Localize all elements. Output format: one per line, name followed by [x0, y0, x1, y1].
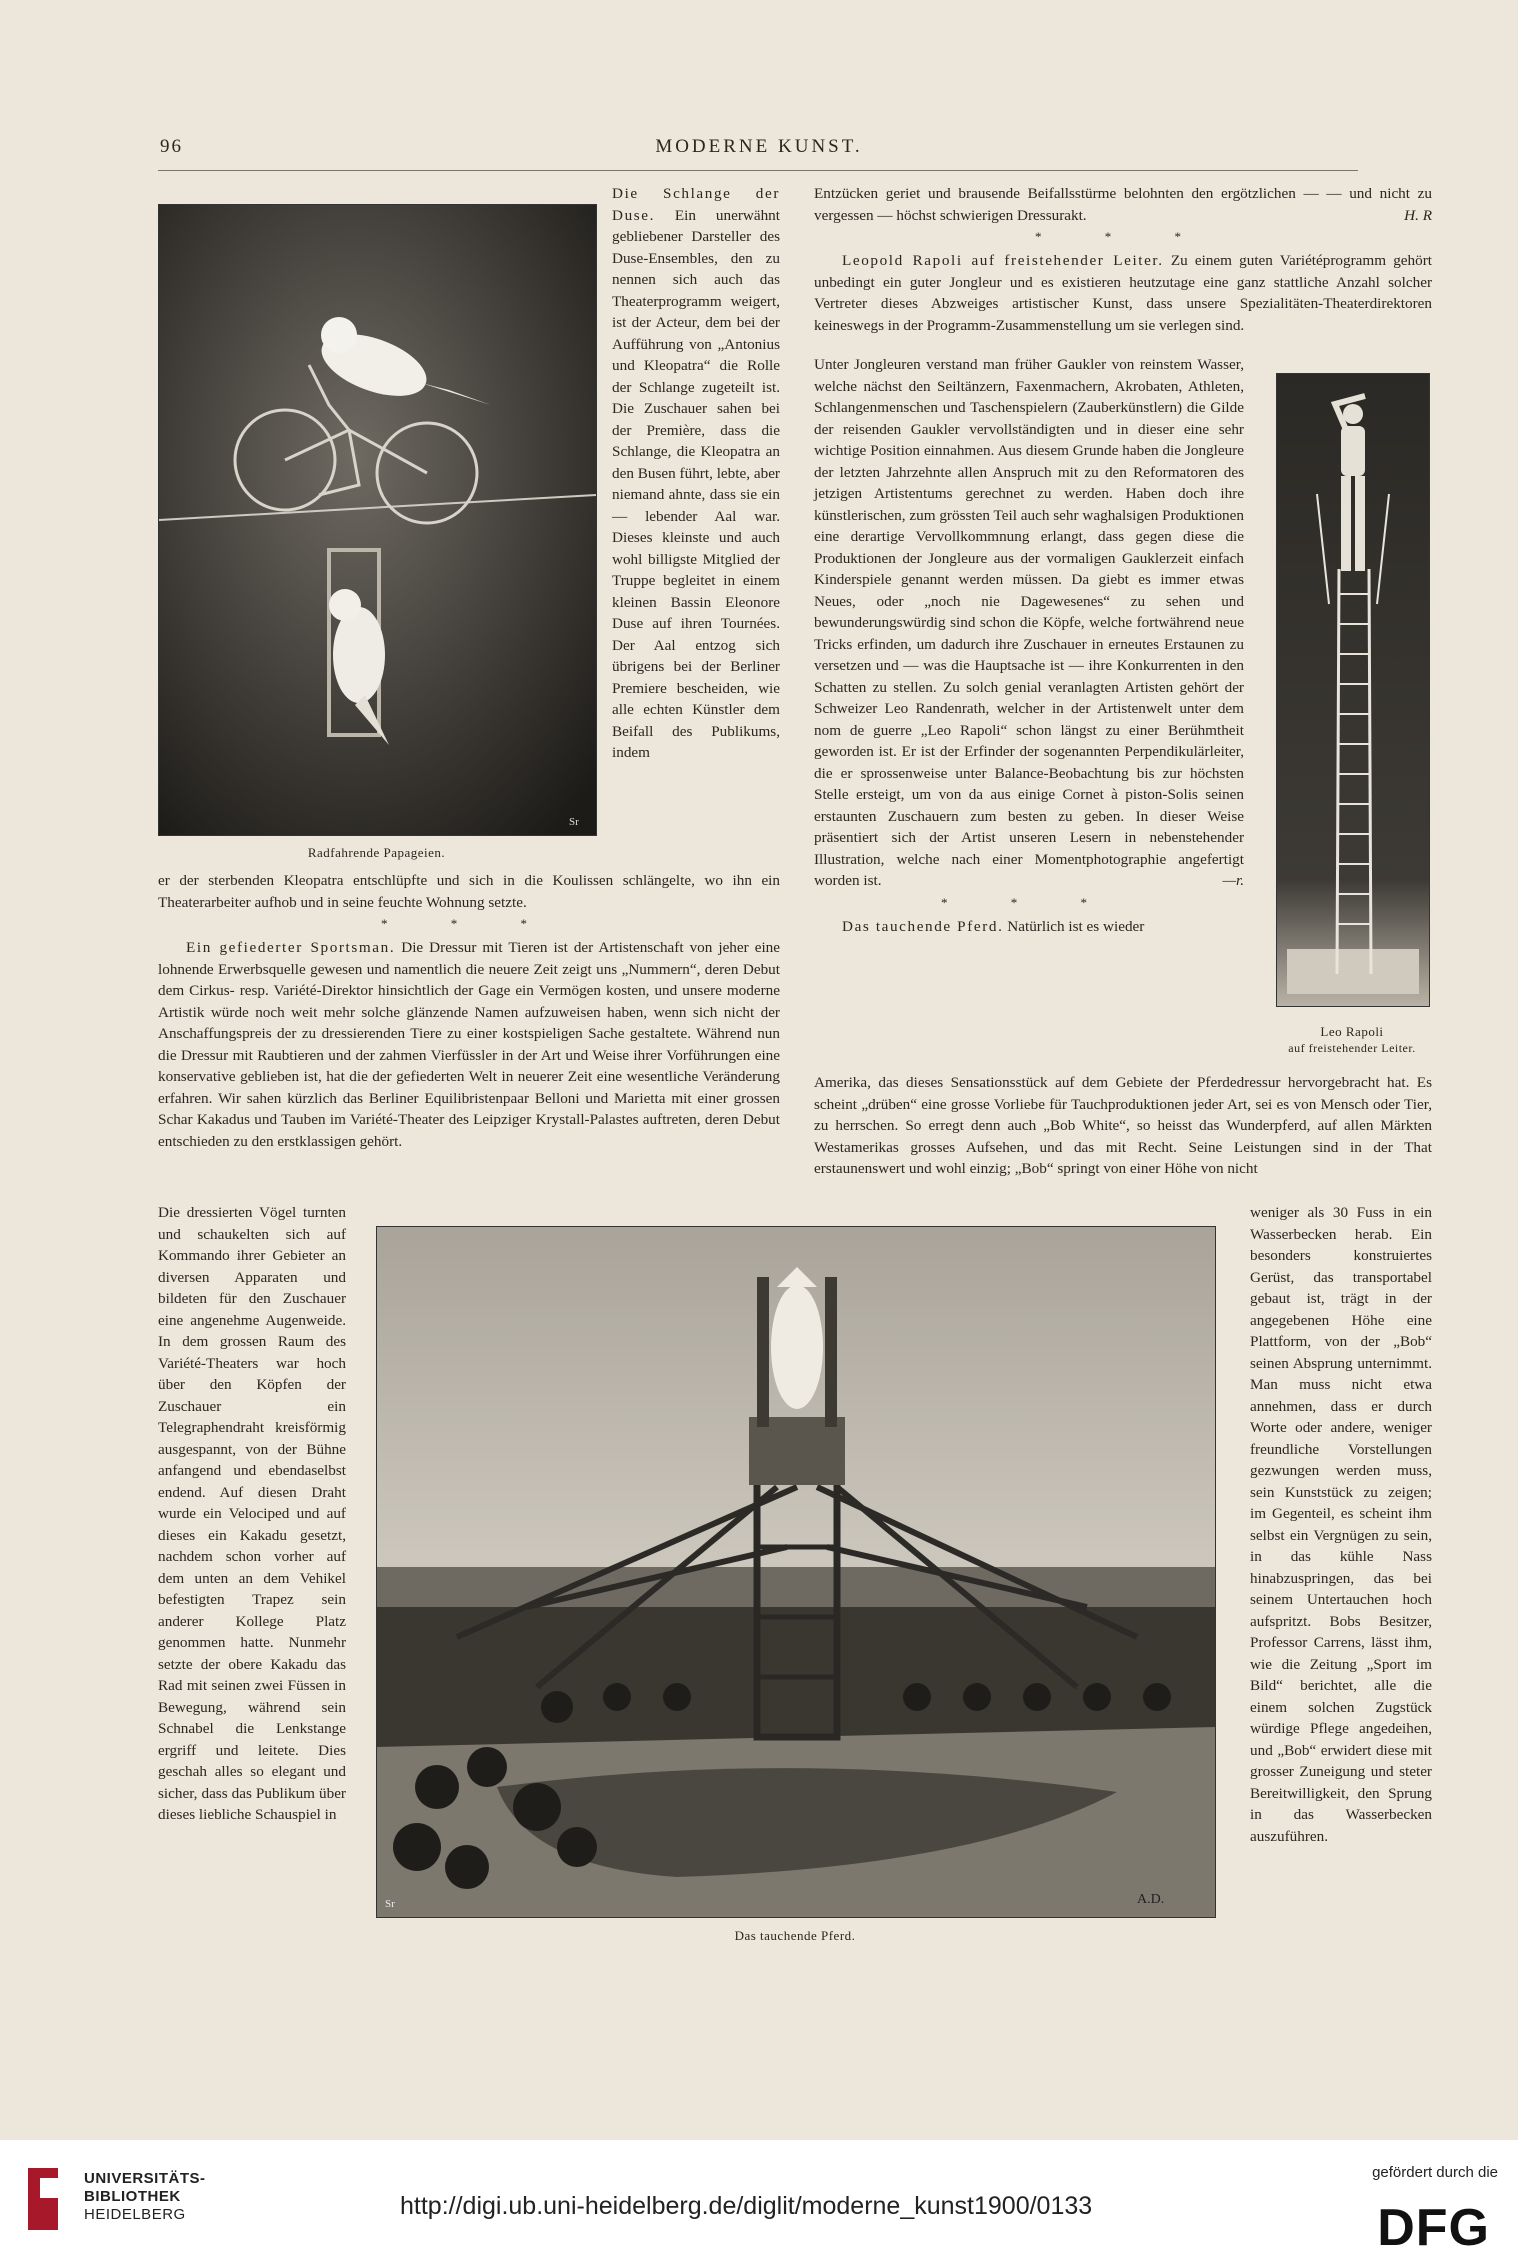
caption-parrots: Radfahrende Papageien. [307, 845, 446, 860]
funded-by-label: gefördert durch die [1372, 2164, 1498, 2181]
duse-text: Ein unerwähnt gebliebener Darsteller des Duse-Ensembles, den zu nennen sich auch das Theaterprogramm weigert, ist der Acteur, dem bei der Aufführung von „Antonius und Kleopatra“ die Rolle der Schlange zugeteilt ist. Die Zuschauer sahen bei der Première, dass die Schlange, die Kleopatra an den Busen führt, lebte, aber niemand ahnte, dass sie ein — lebender Aal war. Dieses kleinste und auch wohl billigste Mitglied der Truppe begleitet in einem kleinen Bassin Eleonore Duse auf ihren Tournées. Der Aal entzog sich übrigens bei der Berliner Premiere bescheiden, wie alle echten Künstler dem Beifall des Publikums, indem [612, 206, 780, 761]
ub-heidelberg-label [84, 2170, 206, 2224]
section-stars-1: * * * [381, 916, 557, 931]
page-number: 96 [160, 136, 183, 157]
running-head [160, 136, 1358, 166]
dfg-logo[interactable]: DFG [1377, 2199, 1490, 2257]
rapoli-intro: Zu einem guten Variétéprogramm gehört unbedingt ein guter Jongleur und es existieren heutzutage eine ganz stattliche Anzahl solcher Vertreter dieses Abzweiges artistischer Kunst, dass unsere Spezialitäten-Theaterdirektoren keineswegs in der Programm-Zusammenstellung um sie verlegen sind. [814, 252, 1433, 334]
ub-heidelberg-logo[interactable] [14, 2164, 72, 2234]
caption-rapoli-line1: Leo Rapoli [1320, 1024, 1384, 1039]
footer-bar [0, 2140, 1518, 2261]
pferd-lead: Das tauchende Pferd. [842, 917, 1004, 935]
journal-title: MODERNE KUNST. [655, 136, 863, 157]
photo-diving-horse [376, 1226, 1216, 1918]
signature-hr: H. R [1404, 206, 1432, 224]
caption-rapoli-line2: auf freistehender Leiter. [1288, 1041, 1416, 1055]
photo-horse-mark: Sr [385, 1898, 395, 1910]
pferd-wide: Amerika, das dieses Sensationsstück auf dem Gebiete der Pferdedressur hervorgebracht hat. Es scheint „drüben“ eine grosse Vorliebe für Tauchproduktionen jeder Art, sei es von Mensch oder Tier, zu herrschen. So erregt denn auch „Bob White“, so heisst das Wunderpferd, auf allen Märkten Westamerikas grosses Aufsehen, und das mit Recht. Seine Leistungen sind in der That erstaunenswert und wohl einzig; „Bob“ springt von einer Höhe von nicht [814, 1074, 1432, 1177]
sportsman-narrow: Die dressierten Vögel turnten und schaukelten sich auf Kommando ihrer Gebieter an diversen Apparaten und bildeten für den Zuschauer eine angenehme Augenweide. In dem grossen Raum des Variété-Theaters war hoch über den Köpfen der Zuschauer ein Telegraphendraht kreisförmig ausgespannt, von der Bühne anfangend und ebendaselbst endend. Auf diesen Draht wurde ein Velociped und auf dieses ein Kakadu gesetzt, nachdem schon vorher auf dem unten an dem Vehikel befestigten Trapez sein anderer Kollege Platz genommen hatte. Nunmehr setzte der obere Kakadu das Rad mit seinen zwei Füssen in Bewegung, während sein Schnabel die Lenkstange ergriff und leitete. Dies geschah alles so elegant und sicher, dass das Publikum über dieses liebliche Schauspiel in [158, 1204, 346, 1823]
rapoli-narrow [814, 354, 1244, 937]
duse-paragraph [612, 183, 780, 764]
pferd-narrow: weniger als 30 Fuss in ein Wasserbecken herab. Ein besonders konstruiertes Gerüst, das transportabel gebaut ist, trägt in der angegebenen Höhe eine Plattform, von der „Bob“ seinen Absprung unternimmt. Man muss nicht etwa annehmen, dass er durch Worte oder andere, weniger freundliche Vorstellungen gezwungen werden muss, sein Kunststück zu zeigen; im Gegenteil, es scheint ihm selbst ein Vergnügen zu sein, in das kühle Nass hinabzuspringen, das bei seinem Untertauchen hoch aufspritzt. Bobs Besitzer, Professor Carrens, lässt ihm, wie die Zeitung „Sport im Bild“ berichtet, alle die einem solchen Zugstück würdige Pflege angedeihen, und „Bob“ erwidert diese mit grosser Zuneigung und steter Bereitwilligkeit, den Sprung in das Wasserbecken auszuführen. [1250, 1204, 1432, 1845]
duse-ending: er der sterbenden Kleopatra entschlüpfte und sich in die Koulissen schlängelte, wo ihn ein Theaterarbeiter aufhob und in seine feuchte Wohnung setzte. [158, 872, 780, 911]
photo-horse-signature: A.D. [1137, 1892, 1165, 1907]
source-url-link[interactable]: http://digi.ub.uni-heidelberg.de/diglit/moderne_kunst1900/0133 [400, 2192, 1093, 2220]
caption-rapoli [1262, 1024, 1442, 1056]
signature-r: —r. [1222, 872, 1244, 889]
ub-line3: HEIDELBERG [84, 2206, 186, 2223]
sportsman-lead: Ein gefiederter Sportsman. [186, 939, 396, 956]
ub-line2: BIBLIOTHEK [84, 2188, 181, 2205]
pferd-first: Natürlich ist es wieder [1003, 917, 1145, 935]
rapoli-lead: Leopold Rapoli auf freistehender Leiter. [842, 252, 1164, 269]
section-stars-2: * * * [1035, 229, 1211, 244]
rapoli-text: Unter Jongleuren verstand man früher Gaukler von reinstem Wasser, welche nächst den Seiltänzern, Faxenmachern, Akrobaten, Athleten, Schlangenmenschen und Taschenspielern (Zauberkünstlern) die Gilde der reisenden Gaukler vervollständigten und in dieser eine sehr wichtige Position einnahmen. Aus diesem Grunde haben die Jongleure der letzten Jahrzehnte allen Anspruch mit zu den Reformatoren des jetzigen Artistentums gerechnet zu werden. Haben doch ihre künstlerischen, zum grössten Teil auch sehr waghalsigen Produktionen eine derartige Vervollkommnung erlangt, dass gegen diese die Produktionen der Jongleure aus der vormaligen Gauklerzeit einfach Kinderspiele genannt werden müssen. Da giebt es immer etwas Neues, oder „noch nie Dagewesenes“ zu sehen und bewunderungswürdig sind schon die Köpfe, welche fortwährend neue Tricks erfinden, um dadurch ihre Zuschauer in erneutes Erstaunen zu versetzen und — was die Hauptsache ist — ihre Konkurrenten in den Schatten zu stellen. Zu solch genial veranlagten Artisten gehört der Schweizer Leo Randenrath, welcher in der Artistenwelt unter dem nom de guerre „Leo Rapoli“ schon längst zu einer Berühmtheit geworden ist. Er ist der Erfinder der sogenannten Perpendikulärleiter, die er sprossenweise unter Balance-Beobachtung bis zur höchsten Stelle ersteigt, um von da aus einige Cornet à piston-Solis seinen erstaunten Zuschauern zum besten zu geben. In dieser Weise präsentiert sich der Artist unseren Lesern in nebenstehender Illustration, welche nach einer Momentphotographie angefertigt worden ist. [814, 356, 1244, 889]
right-column-top [814, 183, 1432, 336]
duse-lead: Die Schlange der Duse. [612, 185, 780, 224]
duse-continued [158, 870, 780, 1152]
dressurakt-text: Entzücken geriet und brausende Beifallsstürme belohnten den ergötzlichen — — und nicht zu vergessen — höchst schwierigen Dressurakt. [814, 185, 1432, 224]
photo-rapoli [1276, 373, 1430, 1007]
sportsman-text: Die Dressur mit Tieren ist der Artistenschaft von jeher eine lohnende Erwerbsquelle gewesen und namentlich die neuere Zeit zeigt uns „Nummern“, deren Debut dem Cirkus- resp. Variété-Direktor hinsichtlich der Gage ein Vermögen kosten, und unsere moderne Artistik würde noch weit mehr solche glänzende Namen aufzuweisen haben, wenn sich nicht der Anschaffungspreis der zu dressierenden Tiere zu einer kostspieligen Sache gestaltete. Während nun die Dressur mit Raubtieren und der zahmen Vierfüssler in der Art und Weise ihrer Vorführungen eine konservative geblieben ist, hat die der gefiederten Welt in neuerer Zeit eine wesentliche Veränderung erfahren. Wir sahen kürzlich das Berliner Equilibristenpaar Belloni und Marietta mit einer grossen Schar Kakadus und Tauben im Variété-Theater des Leipziger Krystall-Palastes auftreten, deren Debut entschieden zu den erstklassigen gehört. [158, 939, 780, 1150]
section-stars-3: * * * [941, 894, 1117, 910]
caption-diving-horse: Das tauchende Pferd. [734, 1928, 856, 1943]
photo-parrots [158, 204, 597, 836]
ub-line1: UNIVERSITÄTS- [84, 2170, 206, 2187]
photo-parrots-mark: Sr [569, 816, 579, 828]
header-rule [158, 170, 1358, 171]
